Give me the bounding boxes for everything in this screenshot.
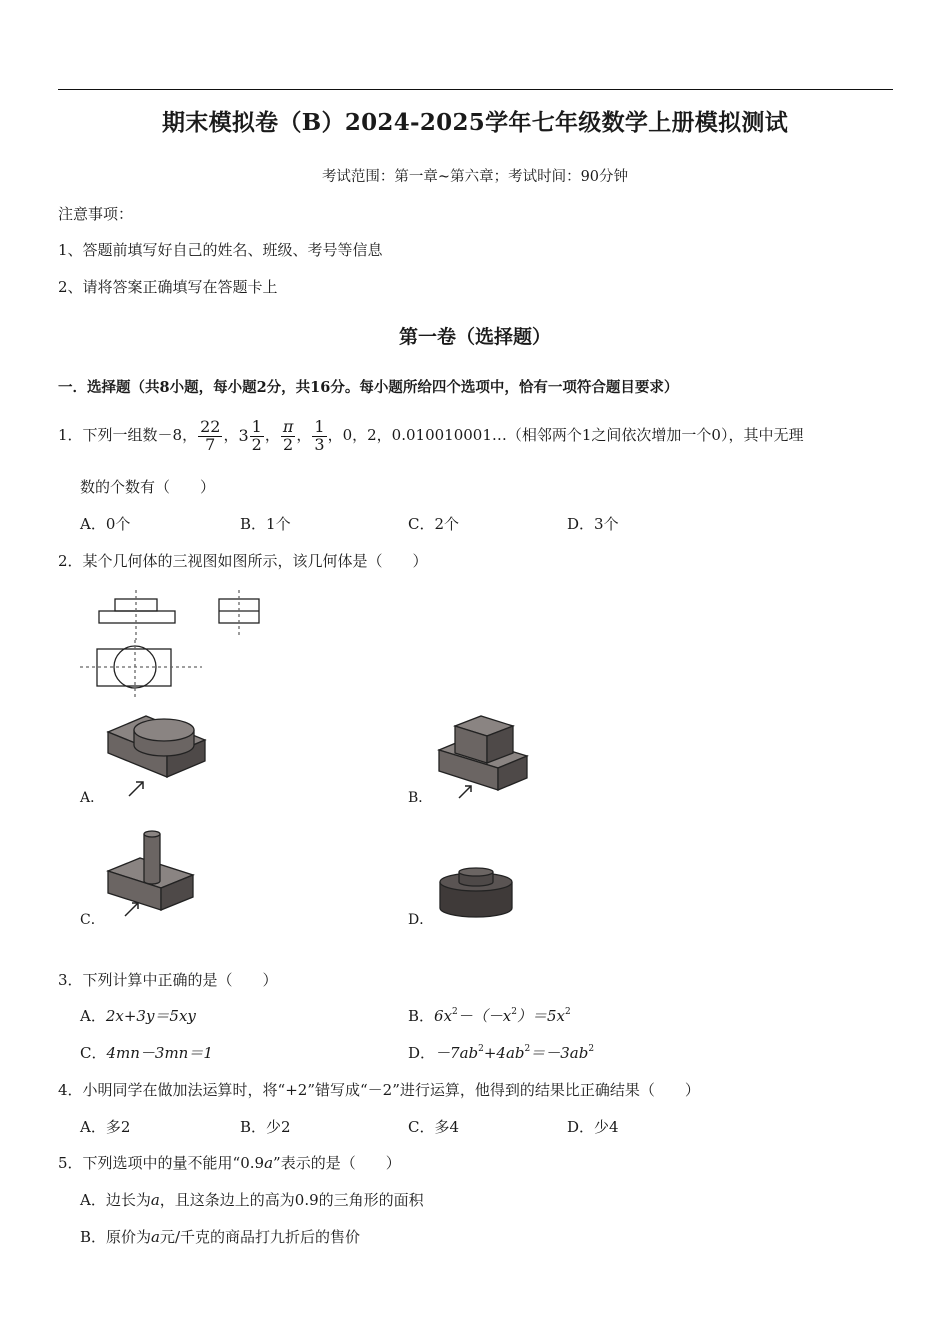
part-heading: 一．选择题（共8小题，每小题2分，共16分。每小题所给四个选项中，恰有一项符合题目要求） xyxy=(58,379,679,396)
top-rule xyxy=(58,89,893,90)
page-title: 期末模拟卷（B）2024-2025学年七年级数学上册模拟测试 xyxy=(161,109,788,136)
notice-heading: 注意事项： xyxy=(58,205,134,223)
q1-option-d: D．3个 xyxy=(567,515,619,533)
q1-prefix: 1．下列一组数－8， xyxy=(58,426,198,444)
q2-label-c: C． xyxy=(80,912,105,928)
view-arrow-icon xyxy=(125,903,138,916)
solid-option-c xyxy=(105,828,200,923)
q1-stem: 1．下列一组数－8， $\frac{22}{7}$ ，3 $\frac{1}{2}$ ， $\frac{\pi}{2}$ ， $\frac{1}{3}$ ，0，2，0.010010001…（相邻两个1之间依次增加一个0），其中无理 xyxy=(58,416,804,454)
front-view xyxy=(99,590,175,640)
view-arrow-icon xyxy=(129,782,143,796)
notice-item-1: 1、答题前填写好自己的姓名、班级、考号等信息 xyxy=(58,241,383,259)
q2-label-d: D． xyxy=(408,912,434,928)
q5-stem: 5．下列选项中的量不能用“0.9a”表示的是（ ） xyxy=(58,1154,401,1172)
fraction-1-3: $\frac{1}{3}$ xyxy=(314,416,325,454)
q1-option-c: C．2个 xyxy=(408,515,460,533)
top-view xyxy=(80,640,202,700)
q4-stem: 4．小明同学在做加法运算时，将“+2”错写成“－2”进行运算，他得到的结果比正确结果（ ） xyxy=(58,1081,700,1099)
side-view xyxy=(219,590,259,636)
q1-option-a: A．0个 xyxy=(80,515,131,533)
q1-suffix: ，0，2，0.010010001…（相邻两个1之间依次增加一个0），其中无理 xyxy=(327,426,804,444)
solid-option-d xyxy=(437,866,517,926)
three-view-diagram xyxy=(80,590,270,700)
q3-option-a: A．2x+3y＝5xy xyxy=(80,1007,196,1025)
mixed-number-int: 3 xyxy=(238,426,249,445)
q1-option-b: B．1个 xyxy=(240,515,291,533)
q3-option-c: C．4mn－3mn＝1 xyxy=(80,1044,213,1062)
q2-stem: 2．某个几何体的三视图如图所示，该几何体是（ ） xyxy=(58,552,428,570)
q1-stem-line2: 数的个数有（ ） xyxy=(80,478,216,496)
solid-option-b xyxy=(437,712,532,802)
section-title: 第一卷（选择题） xyxy=(398,326,551,348)
q3-stem: 3．下列计算中正确的是（ ） xyxy=(58,971,278,989)
q3-option-d: D．$-7ab^2+4ab^2=-3ab^2$ xyxy=(408,1044,595,1062)
q2-label-b: B． xyxy=(408,790,433,806)
q4-option-a: A．多2 xyxy=(80,1118,131,1136)
fraction-pi-2: $\frac{\pi}{2}$ xyxy=(282,416,294,454)
notice-item-2: 2、请将答案正确填写在答题卡上 xyxy=(58,278,278,296)
q2-label-a: A． xyxy=(80,790,105,806)
fraction-22-7: $\frac{22}{7}$ xyxy=(200,416,221,454)
q4-option-d: D．少4 xyxy=(567,1118,619,1136)
solid-option-a xyxy=(105,712,210,802)
q4-option-c: C．多4 xyxy=(408,1118,460,1136)
q3-option-b: B．$6x^2-(-x^2)=5x^2$ xyxy=(408,1007,571,1025)
q4-option-b: B．少2 xyxy=(240,1118,291,1136)
exam-scope: 考试范围：第一章~第六章；考试时间：90分钟 xyxy=(321,169,629,185)
q5-option-b: B．原价为a元/千克的商品打九折后的售价 xyxy=(80,1228,361,1246)
q5-option-a: A．边长为a，且这条边上的高为0.9的三角形的面积 xyxy=(80,1191,424,1209)
view-arrow-icon xyxy=(459,786,471,798)
fraction-1-2: $\frac{1}{2}$ xyxy=(251,416,262,454)
